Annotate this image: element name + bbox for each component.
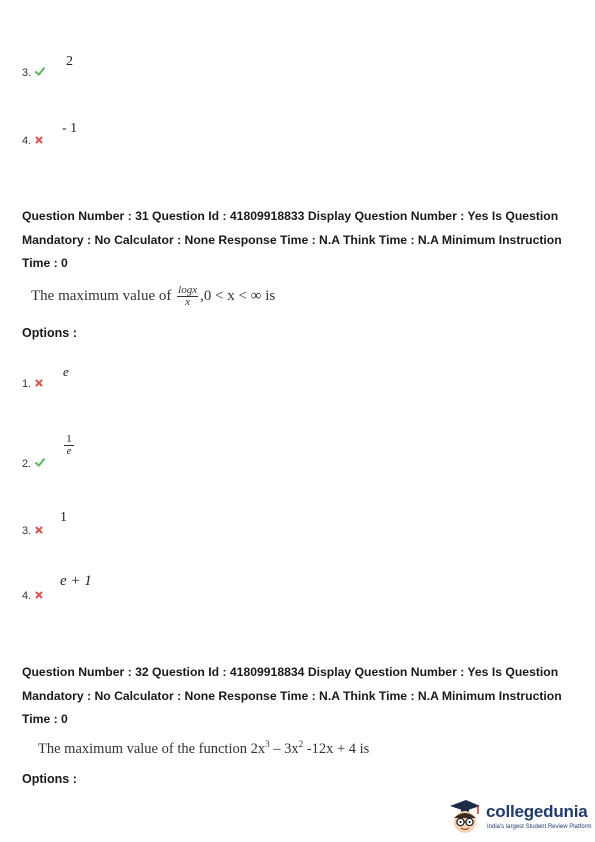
option-number: 4.	[22, 590, 32, 602]
prev-option-3	[22, 63, 45, 81]
option-4-value: e + 1	[60, 573, 92, 589]
fraction-logx-over-x	[177, 285, 198, 308]
brand-name: collegedunia	[486, 802, 588, 821]
prev-option-4	[22, 131, 43, 149]
fraction-numerator: 1	[66, 434, 72, 445]
option-number: 3.	[22, 525, 32, 537]
question-text-part: The maximum value of the function 2x	[38, 741, 266, 757]
prev-option-4-value: - 1	[62, 121, 78, 136]
cross-icon	[35, 526, 43, 534]
question-meta: Question Number : 31 Question Id : 41809918833 Display Question Number : Yes Is Question Mandatory : No Calculator : None Response Time : N.A Think Time : N.A Minimum Instruction Time : 0	[22, 209, 562, 270]
collegedunia-logo	[444, 795, 592, 839]
fraction-denominator: e	[64, 445, 74, 457]
option-number: 4.	[22, 135, 32, 147]
mascot-icon	[444, 796, 484, 836]
question-text-part: – 3x	[269, 741, 299, 757]
option-number: 1.	[22, 378, 32, 390]
question-text-prefix: The maximum value of	[31, 287, 172, 304]
option-4	[22, 586, 43, 604]
option-1	[22, 374, 43, 392]
options-label: Options :	[22, 326, 77, 340]
check-icon	[35, 67, 45, 76]
option-2-value-fraction	[64, 434, 74, 457]
question-text-part: -12x + 4 is	[303, 741, 370, 757]
brand-tagline: India's largest Student Review Platform	[487, 824, 592, 830]
fraction-numerator: logx	[178, 284, 198, 296]
option-2	[22, 454, 45, 472]
exponent: 3	[265, 739, 270, 750]
cross-icon	[35, 379, 43, 387]
question-text	[31, 285, 275, 308]
check-icon	[35, 458, 45, 467]
options-label: Options :	[22, 772, 77, 786]
option-3	[22, 521, 43, 539]
option-number: 2.	[22, 458, 32, 470]
option-number: 3.	[22, 67, 32, 79]
cross-icon	[35, 136, 43, 144]
option-1-value: e	[63, 364, 69, 379]
prev-option-3-value: 2	[66, 54, 73, 69]
question-meta: Question Number : 32 Question Id : 41809918834 Display Question Number : Yes Is Question Mandatory : No Calculator : None Response Time : N.A Think Time : N.A Minimum Instruction Time : 0	[22, 665, 562, 726]
fraction-denominator: x	[177, 296, 198, 308]
question-text	[38, 741, 369, 758]
cross-icon	[35, 591, 43, 599]
question-text-suffix: ,0 < x < ∞ is	[200, 287, 276, 304]
exponent: 2	[298, 739, 304, 750]
option-3-value: 1	[60, 510, 67, 525]
